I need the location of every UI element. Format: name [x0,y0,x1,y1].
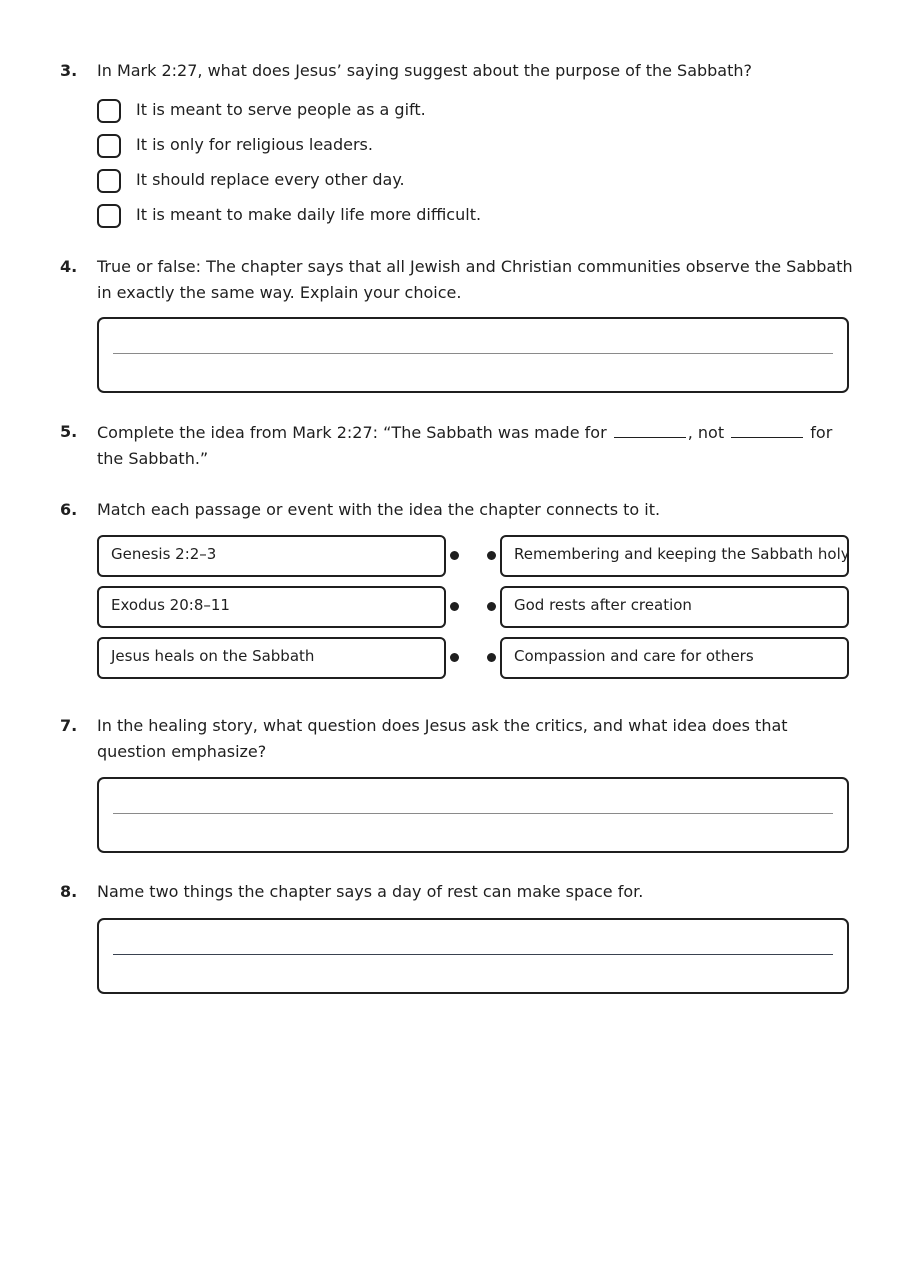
option-label: It should replace every other day. [136,170,405,189]
option-label: It is only for religious leaders. [136,135,373,154]
option-label: It is meant to make daily life more difficult. [136,205,482,224]
match-dot-right[interactable] [487,602,496,611]
answer-box-7[interactable] [97,777,849,853]
match-dot-left[interactable] [450,653,459,662]
answer-line [113,813,833,814]
match-dot-right[interactable] [487,653,496,662]
match-left-1[interactable]: Genesis 2:2–3 [97,535,446,577]
match-left-2[interactable]: Exodus 20:8–11 [97,586,446,628]
text-part: , not [687,423,725,442]
question-number: 5. [60,422,78,441]
answer-line [113,353,833,354]
question-text: Name two things the chapter says a day of rest can make space for. [97,882,644,901]
checkbox[interactable] [97,169,121,193]
checkbox[interactable] [97,134,121,158]
checkbox[interactable] [97,204,121,228]
question-text: True or false: The chapter says that all Jewish and Christian communities observe the Sabbath in exactly the same way. Explain your choice. [97,257,853,302]
match-right-2[interactable]: God rests after creation [500,586,849,628]
answer-line [113,954,833,955]
match-dot-right[interactable] [487,551,496,560]
blank-field-1[interactable] [614,419,686,438]
checkbox[interactable] [97,99,121,123]
match-left-3[interactable]: Jesus heals on the Sabbath [97,637,446,679]
question-text: In the healing story, what question does Jesus ask the critics, and what idea does that question emphasize? [97,716,788,761]
blank-field-2[interactable] [731,419,803,438]
question-number: 4. [60,257,78,276]
question-text: Match each passage or event with the idea the chapter connects to it. [97,500,661,519]
question-number: 3. [60,61,78,80]
text-part: for the Sabbath.” [97,423,833,468]
text-part: Complete the idea from Mark 2:27: “The Sabbath was made for [97,423,607,442]
question-number: 7. [60,716,78,735]
answer-box-4[interactable] [97,317,849,393]
option-label: It is meant to serve people as a gift. [136,100,426,119]
match-right-1[interactable]: Remembering and keeping the Sabbath holy [500,535,849,577]
answer-box-8[interactable] [97,918,849,994]
question-text: In Mark 2:27, what does Jesus’ saying suggest about the purpose of the Sabbath? [97,61,753,80]
question-number: 6. [60,500,78,519]
match-dot-left[interactable] [450,551,459,560]
question-text [97,419,847,472]
match-right-3[interactable]: Compassion and care for others [500,637,849,679]
question-number: 8. [60,882,78,901]
match-dot-left[interactable] [450,602,459,611]
